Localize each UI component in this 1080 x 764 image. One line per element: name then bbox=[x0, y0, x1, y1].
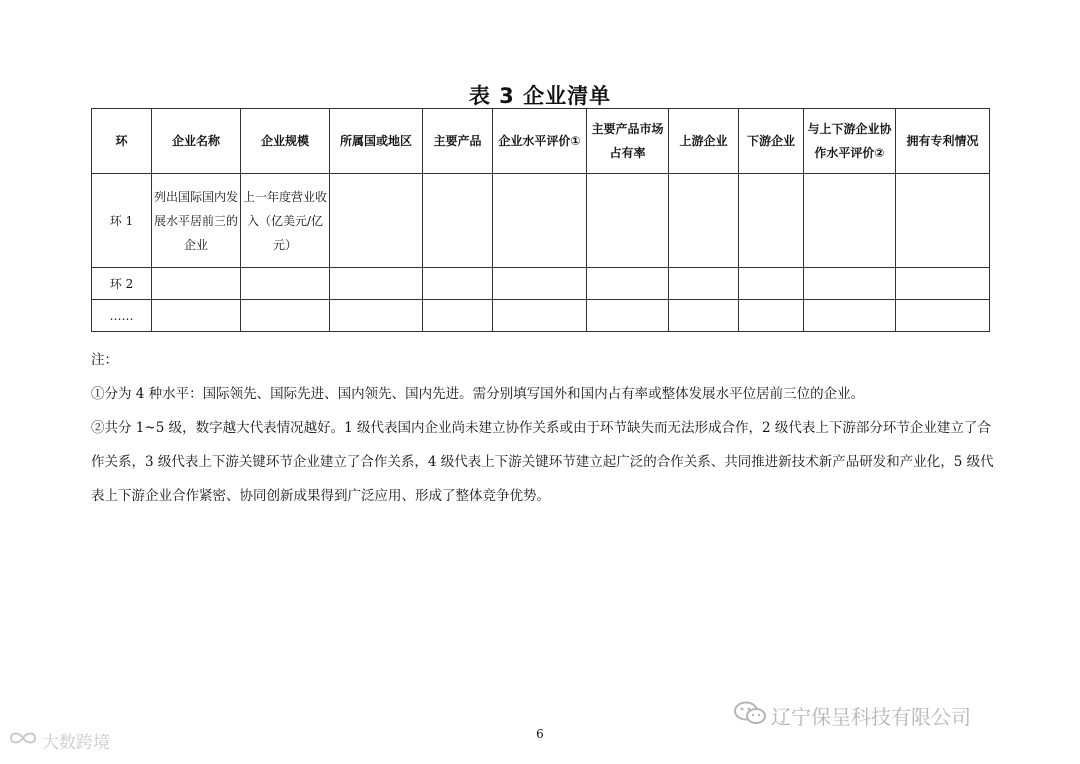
table-cell bbox=[669, 300, 739, 332]
table-cell bbox=[493, 300, 587, 332]
table-cell bbox=[330, 268, 423, 300]
table-cell: 环 2 bbox=[92, 268, 152, 300]
watermark-right-text: 辽宁保呈科技有限公司 bbox=[771, 705, 971, 729]
enterprise-table bbox=[91, 108, 990, 332]
table-cell bbox=[423, 174, 493, 268]
infinity-logo-icon bbox=[8, 729, 38, 752]
table-cell bbox=[669, 174, 739, 268]
watermark-left-text: 大数跨境 bbox=[42, 733, 110, 753]
header-cell: 企业名称 bbox=[152, 109, 241, 174]
table-cell bbox=[804, 174, 896, 268]
table-row bbox=[92, 268, 990, 300]
table-cell bbox=[587, 268, 669, 300]
table-cell bbox=[152, 300, 241, 332]
table-cell bbox=[896, 268, 990, 300]
watermark-left bbox=[8, 728, 110, 753]
table-cell bbox=[330, 174, 423, 268]
table-cell: 列出国际国内发展水平居前三的企业 bbox=[152, 174, 241, 268]
header-cell: 所属国或地区 bbox=[330, 109, 423, 174]
table-row bbox=[92, 174, 990, 268]
table-cell: …… bbox=[92, 300, 152, 332]
table-cell bbox=[587, 300, 669, 332]
table-cell bbox=[804, 268, 896, 300]
wechat-icon bbox=[733, 700, 767, 731]
table-cell bbox=[241, 268, 330, 300]
table-cell bbox=[241, 300, 330, 332]
table-cell: 环 1 bbox=[92, 174, 152, 268]
table-cell bbox=[330, 300, 423, 332]
table-cell bbox=[423, 300, 493, 332]
page-number: 6 bbox=[536, 727, 544, 741]
notes-section bbox=[91, 343, 1001, 513]
header-cell: 环 bbox=[92, 109, 152, 174]
note-item: ①分为 4 种水平：国际领先、国际先进、国内领先、国内先进。需分别填写国外和国内占有率或整体发展水平位居前三位的企业。 bbox=[91, 386, 865, 402]
header-cell: 上游企业 bbox=[669, 109, 739, 174]
header-cell: 企业规模 bbox=[241, 109, 330, 174]
header-cell: 企业水平评价① bbox=[493, 109, 587, 174]
header-cell: 主要产品 bbox=[423, 109, 493, 174]
table-cell bbox=[423, 268, 493, 300]
table-cell bbox=[739, 268, 804, 300]
header-cell: 拥有专利情况 bbox=[896, 109, 990, 174]
table-cell bbox=[587, 174, 669, 268]
notes-heading: 注： bbox=[91, 352, 118, 368]
header-cell: 与上下游企业协作水平评价② bbox=[804, 109, 896, 174]
table-cell bbox=[669, 268, 739, 300]
table-cell bbox=[896, 300, 990, 332]
table-cell bbox=[739, 300, 804, 332]
watermark-right bbox=[733, 700, 971, 731]
table-cell bbox=[152, 268, 241, 300]
table-header-row bbox=[92, 109, 990, 174]
table-cell bbox=[896, 174, 990, 268]
table-cell bbox=[493, 268, 587, 300]
note-item: ②共分 1~5 级，数字越大代表情况越好。1 级代表国内企业尚未建立协作关系或由于环节缺失而无法形成合作，2 级代表上下游部分环节企业建立了合作关系，3 级代表上下游关键环节企业建立了合作关系，4 级代表上下游关键环节建立起广泛的合作关系、共同推进新技术新产品研发和产业化，5 级代表上下游企业合作紧密、协同创新成果得到广泛应用、形成了整体竞争优势。 bbox=[91, 420, 994, 504]
header-cell: 主要产品市场占有率 bbox=[587, 109, 669, 174]
table-row bbox=[92, 300, 990, 332]
table-title: 表 3 企业清单 bbox=[468, 84, 612, 108]
table-cell bbox=[739, 174, 804, 268]
table-cell: 上一年度营业收入（亿美元/亿元） bbox=[241, 174, 330, 268]
header-cell: 下游企业 bbox=[739, 109, 804, 174]
table-cell bbox=[493, 174, 587, 268]
table-cell bbox=[804, 300, 896, 332]
